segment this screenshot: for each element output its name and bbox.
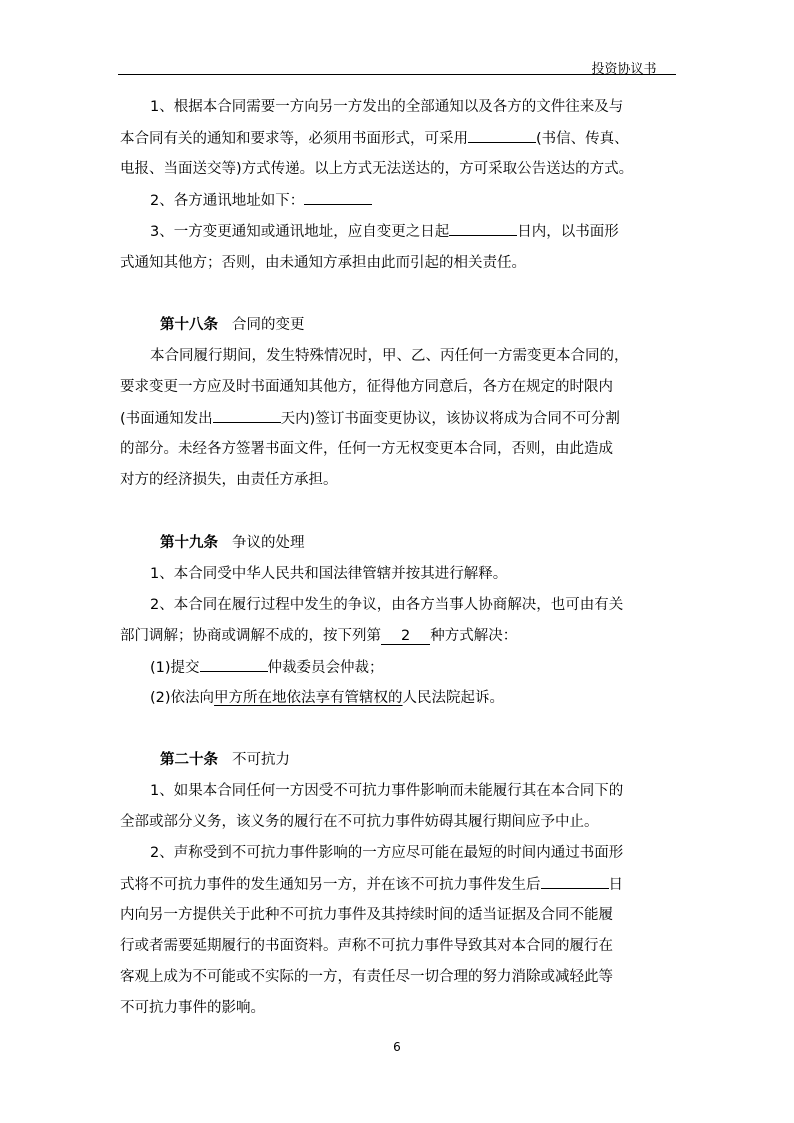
art20-line-1: 1、如果本合同任何一方因受不可抗力事件影响而未能履行其在本合同下的 — [150, 783, 624, 799]
art20-line-4: 式将不可抗力事件的发生通知另一方，并在该不可抗力事件发生后 日 — [120, 874, 623, 895]
art20-line-5: 内向另一方提供关于此种不可抗力事件及其持续时间的适当证据及合同不能履 — [120, 907, 613, 923]
art20-line-3: 2、声称受到不可抗力事件影响的一方应尽可能在最短的时间内通过书面形 — [150, 845, 624, 861]
notice-line-1: 1、根据本合同需要一方向另一方发出的全部通知以及各方的文件往来及与 — [150, 99, 624, 115]
article-18-heading: 第十八条 合同的变更 — [160, 317, 305, 333]
art18-line-2: 要求变更一方应及时书面通知其他方，征得他方同意后，各方在规定的时限内 — [120, 379, 613, 395]
art18-line-5: 对方的经济损失，由责任方承担。 — [120, 472, 338, 488]
art18-line-3: (书面通知发出 天内)签订书面变更协议，该协议将成为合同不可分割 — [120, 408, 620, 429]
article-20-heading: 第二十条 不可抗力 — [160, 752, 290, 768]
art19-line-1: 1、本合同受中华人民共和国法律管辖并按其进行解释。 — [150, 566, 508, 582]
art19-line-3: 部门调解；协商或调解不成的，按下列第 2 种方式解决： — [120, 628, 518, 644]
header-title: 投资协议书 — [591, 62, 657, 77]
blank-field[interactable] — [200, 657, 268, 672]
art18-line-1: 本合同履行期间，发生特殊情况时，甲、乙、丙任何一方需变更本合同的， — [150, 348, 629, 364]
page-number: 6 — [393, 1040, 401, 1054]
art20-line-8: 不可抗力事件的影响。 — [120, 1000, 265, 1016]
art20-line-6: 行或者需要延期履行的书面资料。声称不可抗力事件导致其对本合同的履行在 — [120, 938, 613, 954]
underlined-court-text: 甲方所在地依法享有管辖权的 — [214, 690, 403, 706]
blank-field[interactable] — [213, 408, 281, 423]
notice-line-5: 3、一方变更通知或通讯地址，应自变更之日起 日内，以书面形 — [150, 221, 619, 242]
method-choice-field[interactable]: 2 — [381, 628, 430, 645]
art19-line-4: (1)提交 仲裁委员会仲裁； — [150, 657, 384, 678]
blank-field[interactable] — [541, 874, 609, 889]
notice-line-2: 本合同有关的通知和要求等，必须用书面形式，可采用 (书信、传真、 — [120, 128, 629, 149]
notice-line-6: 式通知其他方；否则，由未通知方承担由此而引起的相关责任。 — [120, 255, 526, 271]
blank-field[interactable] — [468, 128, 536, 143]
article-19-heading: 第十九条 争议的处理 — [160, 535, 305, 551]
notice-line-3: 电报、当面送交等)方式传递。以上方式无法送达的，方可采取公告送达的方式。 — [120, 161, 634, 177]
art18-line-4: 的部分。未经各方签署书面文件，任何一方无权变更本合同，否则，由此造成 — [120, 441, 613, 457]
blank-field[interactable] — [304, 190, 372, 205]
art20-line-7: 客观上成为不可能或不实际的一方，有责任尽一切合理的努力消除或减轻此等 — [120, 969, 613, 985]
art19-line-2: 2、本合同在履行过程中发生的争议，由各方当事人协商解决，也可由有关 — [150, 597, 624, 613]
art20-line-2: 全部或部分义务，该义务的履行在不可抗力事件妨碍其履行期间应予中止。 — [120, 814, 599, 830]
art19-line-5: (2)依法向甲方所在地依法享有管辖权的人民法院起诉。 — [150, 690, 505, 706]
notice-line-4: 2、各方通讯地址如下： — [150, 190, 372, 211]
blank-field[interactable] — [449, 221, 517, 236]
header-rule — [118, 74, 676, 75]
